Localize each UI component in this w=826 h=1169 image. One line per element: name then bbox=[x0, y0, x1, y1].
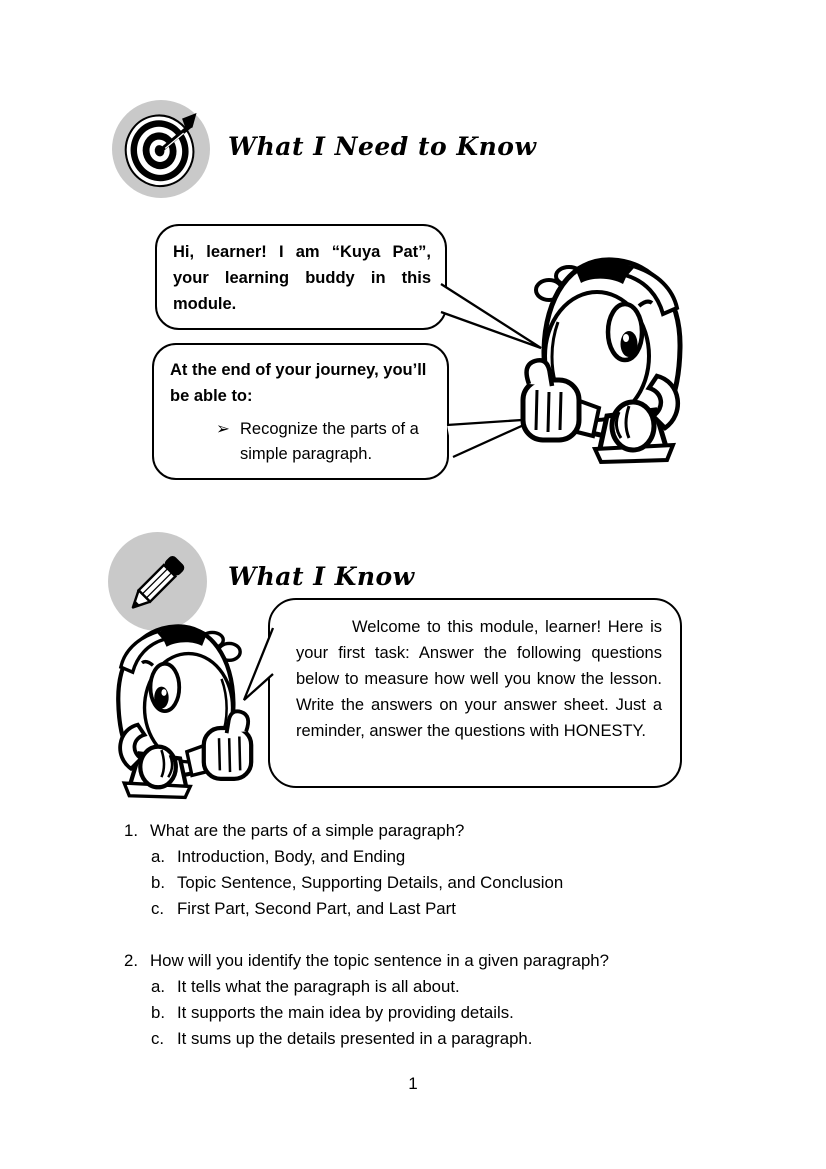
objective-item-text: Recognize the parts of a simple paragraph. bbox=[240, 420, 419, 463]
choice-letter: b. bbox=[151, 1003, 165, 1022]
choice-1c bbox=[151, 896, 724, 922]
choice-text: First Part, Second Part, and Last Part bbox=[177, 899, 456, 918]
question-text: How will you identify the topic sentence in a given paragraph? bbox=[150, 951, 609, 970]
choice-letter: b. bbox=[151, 873, 165, 892]
page-number: 1 bbox=[408, 1074, 418, 1093]
choice-text: Topic Sentence, Supporting Details, and Conclusion bbox=[177, 873, 564, 892]
choice-text: It sums up the details presented in a paragraph. bbox=[177, 1029, 533, 1048]
arrow-bullet-icon: ➢ bbox=[216, 420, 230, 438]
choice-2b bbox=[151, 1000, 724, 1026]
target-icon bbox=[112, 100, 210, 198]
choice-text: It supports the main idea by providing details. bbox=[177, 1003, 514, 1022]
kuya-pat-mascot-small bbox=[110, 618, 262, 800]
choice-letter: c. bbox=[151, 1029, 165, 1048]
kuya-pat-mascot bbox=[515, 250, 685, 465]
speech-bubble-intro bbox=[155, 224, 447, 330]
pencil-icon bbox=[108, 532, 207, 631]
objective-item bbox=[170, 417, 433, 467]
question-number: 2. bbox=[124, 951, 138, 970]
speech-bubble-welcome-text: Welcome to this module, learner! Here is your first task: Answer the following questions below to measure how well you know the lesson. Write the answers on your answer sheet. Just a reminder, answer the questions with HONESTY. bbox=[296, 618, 662, 740]
choice-text: Introduction, Body, and Ending bbox=[177, 847, 406, 866]
choice-2a bbox=[151, 974, 724, 1000]
objectives-lead-text: At the end of your journey, you’ll be able to: bbox=[170, 361, 427, 405]
question-2 bbox=[124, 948, 724, 1052]
choice-text: It tells what the paragraph is all about. bbox=[177, 977, 460, 996]
choice-2c bbox=[151, 1026, 724, 1052]
question-1 bbox=[124, 818, 724, 922]
quiz-section bbox=[124, 818, 724, 1078]
section-heading-what-i-know: What I Know bbox=[228, 562, 415, 591]
choice-letter: a. bbox=[151, 847, 165, 866]
choice-letter: c. bbox=[151, 899, 165, 918]
speech-bubble-welcome-tail bbox=[242, 628, 274, 708]
speech-bubble-intro-text: Hi, learner! I am “Kuya Pat”, your learning buddy in this module. bbox=[173, 243, 431, 313]
choice-1a bbox=[151, 844, 724, 870]
speech-bubble-welcome bbox=[268, 598, 682, 788]
question-text: What are the parts of a simple paragraph? bbox=[150, 821, 465, 840]
choice-1b bbox=[151, 870, 724, 896]
question-number: 1. bbox=[124, 821, 138, 840]
section-heading-what-i-need-to-know: What I Need to Know bbox=[228, 132, 537, 161]
choice-letter: a. bbox=[151, 977, 165, 996]
speech-bubble-objectives bbox=[152, 343, 449, 480]
